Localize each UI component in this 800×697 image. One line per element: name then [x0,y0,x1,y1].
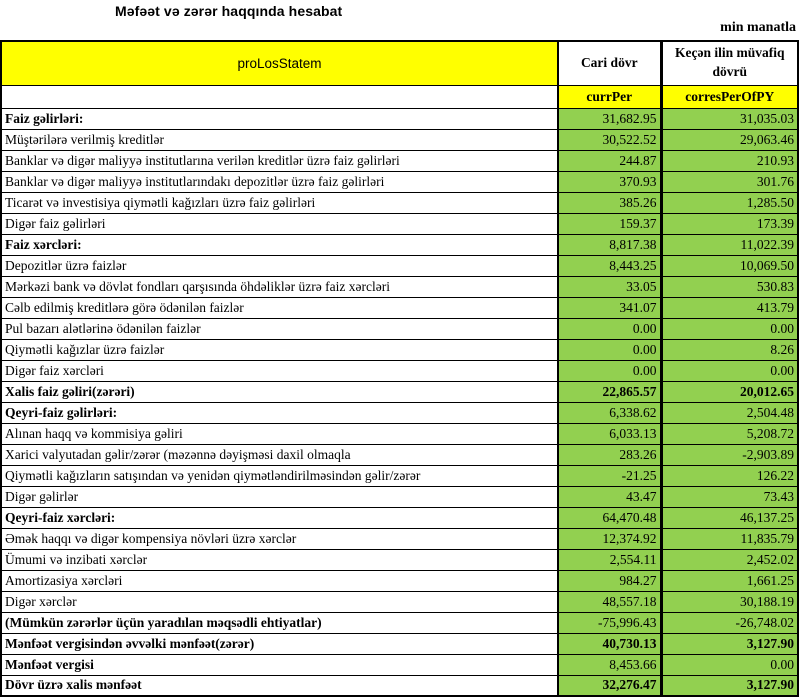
prior-period-value: 29,063.46 [661,129,798,150]
row-label: Digər gəlirlər [1,486,558,507]
row-label: Xarici valyutadan gəlir/zərər (məzənnə dəyişməsi daxil olmaqla [1,444,558,465]
page-title: Məfəət və zərər haqqında hesabat [115,3,343,19]
row-label: Digər faiz xərcləri [1,360,558,381]
table-row [1,507,798,528]
current-period-value: 283.26 [558,444,661,465]
table-row [1,360,798,381]
prior-period-value: 30,188.19 [661,591,798,612]
row-label: Depozitlər üzrə faizlər [1,255,558,276]
current-period-value: 8,443.25 [558,255,661,276]
empty-code-cell [1,85,558,108]
prior-period-code: corresPerOfPY [661,85,798,108]
table-row [1,654,798,675]
row-label: Mənfəət vergisi [1,654,558,675]
row-label: Ticarət və investisiya qiymətli kağızları üzrə faiz gəlirləri [1,192,558,213]
prior-period-value: 3,127.90 [661,675,798,696]
current-period-value: 43.47 [558,486,661,507]
prior-period-value: 0.00 [661,654,798,675]
current-period-value: 0.00 [558,339,661,360]
prior-period-value: 2,504.48 [661,402,798,423]
prior-period-value: 413.79 [661,297,798,318]
current-period-value: 159.37 [558,213,661,234]
row-label: Faiz xərcləri: [1,234,558,255]
row-label: Digər xərclər [1,591,558,612]
row-label: Qiymətli kağızların satışından və yenidən qiymətləndirilməsindən gəlir/zərər [1,465,558,486]
table-row [1,591,798,612]
table-row [1,486,798,507]
prior-period-value: -2,903.89 [661,444,798,465]
prior-period-value: 11,835.79 [661,528,798,549]
current-period-value: 40,730.13 [558,633,661,654]
table-row [1,255,798,276]
header-row-titles [1,41,798,85]
table-row [1,402,798,423]
table-row [1,213,798,234]
prior-period-value: 1,661.25 [661,570,798,591]
current-period-value: 32,276.47 [558,675,661,696]
prior-period-value: 210.93 [661,150,798,171]
prior-period-value: 0.00 [661,318,798,339]
row-label: Banklar və digər maliyyə institutlarına verilən kreditlər üzrə faiz gəlirləri [1,150,558,171]
row-label: (Mümkün zərərlər üçün yaradılan məqsədli ehtiyatlar) [1,612,558,633]
row-label: Əmək haqqı və digər kompensiya növləri üzrə xərclər [1,528,558,549]
row-label: Amortizasiya xərcləri [1,570,558,591]
row-label: Xalis faiz gəliri(zərəri) [1,381,558,402]
row-label: Pul bazarı alətlərinə ödənilən faizlər [1,318,558,339]
current-period-value: 31,682.95 [558,108,661,129]
table-row [1,633,798,654]
prior-period-value: 173.39 [661,213,798,234]
current-period-value: 8,453.66 [558,654,661,675]
unit-note: min manatla [720,20,796,35]
table-row [1,549,798,570]
prior-period-value: 126.22 [661,465,798,486]
current-period-value: 2,554.11 [558,549,661,570]
current-period-code: currPer [558,85,661,108]
prior-period-value: 0.00 [661,360,798,381]
table-row [1,444,798,465]
table-row [1,150,798,171]
row-label: Mənfəət vergisindən əvvəlki mənfəət(zərər) [1,633,558,654]
header-row-codes [1,85,798,108]
current-period-value: 30,522.52 [558,129,661,150]
current-period-value: 22,865.57 [558,381,661,402]
table-row [1,129,798,150]
row-label: Qeyri-faiz xərcləri: [1,507,558,528]
current-period-value: -75,996.43 [558,612,661,633]
current-period-value: -21.25 [558,465,661,486]
row-label: Alınan haqq və kommisiya gəliri [1,423,558,444]
row-label: Qeyri-faiz gəlirləri: [1,402,558,423]
profit-loss-table [0,40,799,697]
table-row [1,318,798,339]
table-row [1,276,798,297]
statement-code-header: proLosStatem [1,41,558,85]
row-label: Faiz gəlirləri: [1,108,558,129]
table-row [1,192,798,213]
current-period-value: 33.05 [558,276,661,297]
prior-period-value: 8.26 [661,339,798,360]
row-label: Banklar və digər maliyyə institutlarındakı depozitlər üzrə faiz gəlirləri [1,171,558,192]
prior-period-value: 301.76 [661,171,798,192]
row-label: Cəlb edilmiş kreditlərə görə ödənilən faizlər [1,297,558,318]
current-period-value: 341.07 [558,297,661,318]
table-row [1,528,798,549]
current-period-value: 370.93 [558,171,661,192]
current-period-value: 0.00 [558,360,661,381]
table-row [1,423,798,444]
prior-period-header: Keçən ilin müvafiq dövrü [661,41,798,85]
prior-period-value: 2,452.02 [661,549,798,570]
row-label: Ümumi və inzibati xərclər [1,549,558,570]
current-period-header: Cari dövr [558,41,661,85]
current-period-value: 48,557.18 [558,591,661,612]
table-body [1,108,798,696]
table-row [1,612,798,633]
table-row [1,297,798,318]
table-row [1,108,798,129]
table-row [1,171,798,192]
row-label: Qiymətli kağızlar üzrə faizlər [1,339,558,360]
current-period-value: 64,470.48 [558,507,661,528]
current-period-value: 0.00 [558,318,661,339]
prior-period-value: 73.43 [661,486,798,507]
table-row [1,381,798,402]
current-period-value: 12,374.92 [558,528,661,549]
current-period-value: 8,817.38 [558,234,661,255]
current-period-value: 984.27 [558,570,661,591]
row-label: Digər faiz gəlirləri [1,213,558,234]
table-row [1,570,798,591]
current-period-value: 385.26 [558,192,661,213]
table-row [1,465,798,486]
prior-period-value: 10,069.50 [661,255,798,276]
current-period-value: 6,338.62 [558,402,661,423]
prior-period-value: 530.83 [661,276,798,297]
row-label: Müştərilərə verilmiş kreditlər [1,129,558,150]
row-label: Mərkəzi bank və dövlət fondları qarşısında öhdəliklər üzrə faiz xərcləri [1,276,558,297]
row-label: Dövr üzrə xalis mənfəət [1,675,558,696]
prior-period-value: 46,137.25 [661,507,798,528]
prior-period-value: 20,012.65 [661,381,798,402]
table-row [1,234,798,255]
prior-period-value: 31,035.03 [661,108,798,129]
prior-period-value: 1,285.50 [661,192,798,213]
prior-period-value: 5,208.72 [661,423,798,444]
prior-period-value: 11,022.39 [661,234,798,255]
prior-period-value: 3,127.90 [661,633,798,654]
table-header [1,41,798,108]
table-row [1,339,798,360]
current-period-value: 6,033.13 [558,423,661,444]
current-period-value: 244.87 [558,150,661,171]
prior-period-value: -26,748.02 [661,612,798,633]
